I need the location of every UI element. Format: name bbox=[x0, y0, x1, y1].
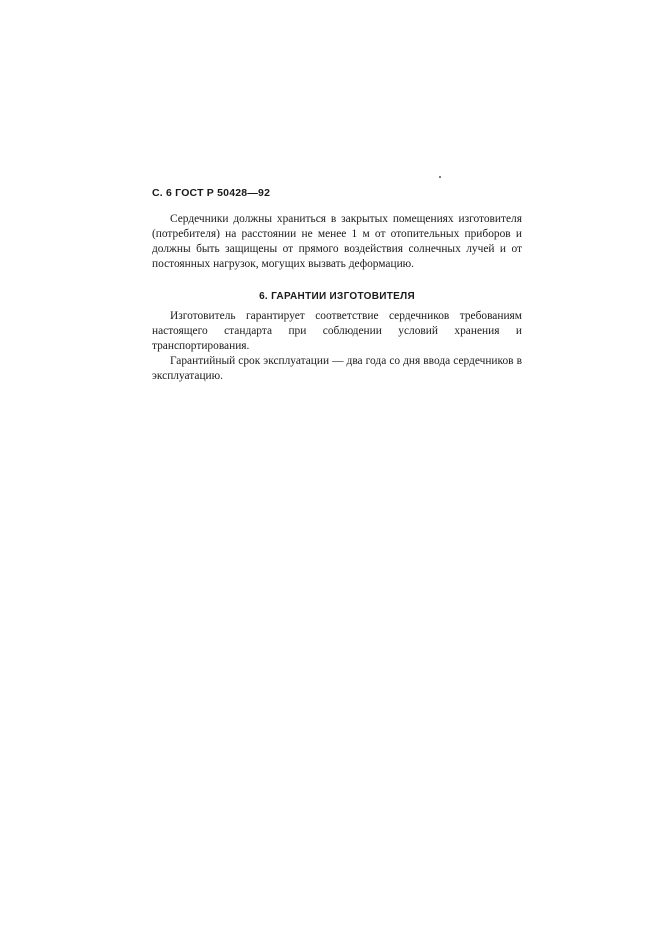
warranty-section bbox=[152, 309, 522, 384]
storage-paragraph: Сердечники должны храниться в закрытых помещениях изготовителя (потребителя) на расстоянии не менее 1 м от отопительных приборов и должны быть защищены от прямого воздействия солнечных лучей и от постоянных нагрузок, могущих вызвать деформацию. bbox=[152, 213, 522, 270]
warranty-paragraph-2: Гарантийный срок эксплуатации — два года со дня ввода сердечников в эксплуатацию. bbox=[152, 355, 522, 382]
page-header: С. 6 ГОСТ Р 50428—92 bbox=[152, 187, 271, 199]
warranty-paragraph-1: Изготовитель гарантирует соответствие сердечников требованиям настоящего стандарта при соблюдении условий хранения и транспортирования. bbox=[152, 310, 522, 352]
section-heading: 6. ГАРАНТИИ ИЗГОТОВИТЕЛЯ bbox=[259, 291, 415, 302]
storage-section bbox=[152, 212, 522, 272]
scan-speck bbox=[439, 176, 441, 178]
